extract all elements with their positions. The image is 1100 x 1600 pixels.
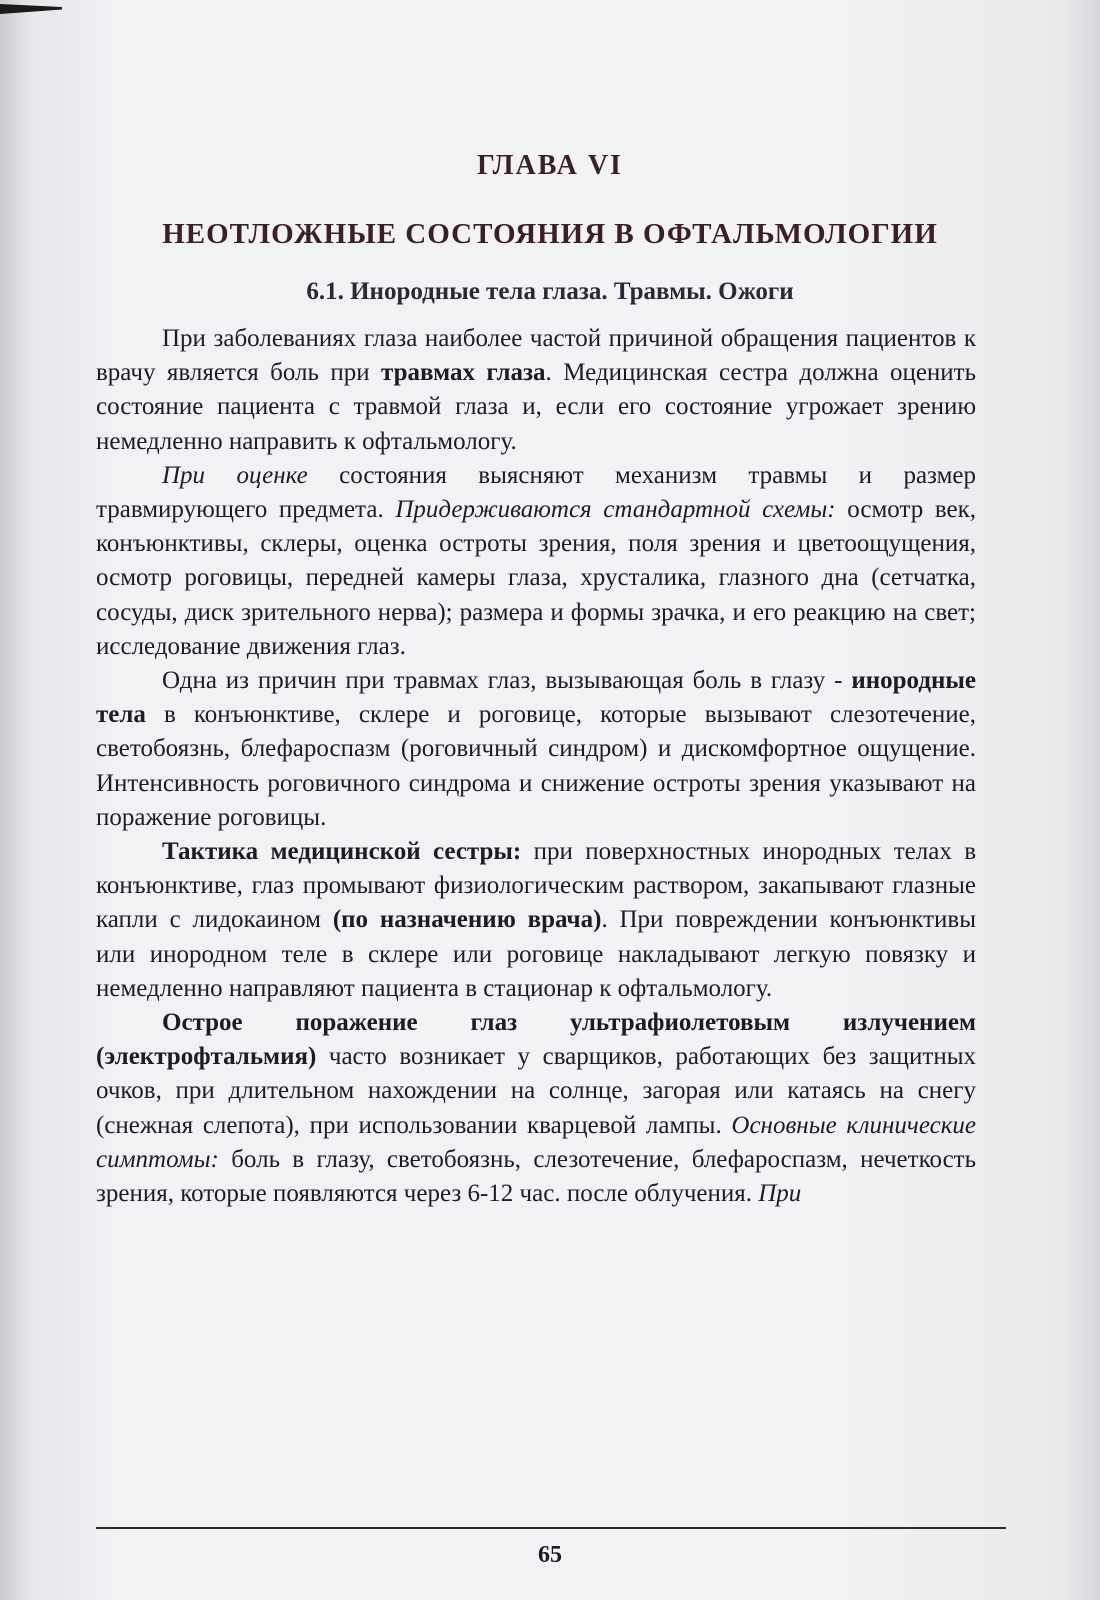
paragraph-1: [96, 322, 976, 459]
paragraph-5: [96, 1006, 976, 1211]
chapter-heading: ГЛАВА VI: [477, 150, 623, 181]
p5-italic-symptoms: Основные клинические симптомы:: [96, 1111, 976, 1173]
footer-rule: [96, 1527, 1006, 1529]
paragraph-4: [96, 835, 976, 1006]
p3-bold-term: инородные тела: [96, 667, 976, 729]
p2-text-b: состояния выясняют механизм травмы и размер травмирующего предмета.: [96, 461, 976, 524]
p4-bold-note: (по назначению врача): [332, 906, 602, 934]
p5-text-d: боль в глазу, светобоязнь, слезотечение, блефароспазм, нечеткость зрения, которые появляются через 6-12 час. после облучения.: [96, 1145, 976, 1208]
p2-italic-lead: При оценке: [162, 461, 308, 489]
p5-text-b: часто возникает у сварщиков, работающих без защитных очков, при длительном нахождении на солнце, загорая или катаясь на снегу (снежная слепота), при использовании кварцевой лампы.: [96, 1043, 976, 1139]
chapter-title: НЕОТЛОЖНЫЕ СОСТОЯНИЯ В ОФТАЛЬМОЛОГИИ: [162, 218, 938, 250]
scan-corner-mark: [0, 4, 62, 14]
paragraph-2: [96, 459, 976, 664]
paragraph-3: [96, 664, 976, 835]
p2-italic-scheme: Придерживаются стандартной схемы:: [395, 496, 836, 524]
p1-text-a: При заболеваниях глаза наиболее частой причиной обращения пациентов к врачу является боль при: [96, 325, 976, 387]
p4-bold-lead: Тактика медицинской сестры:: [162, 838, 522, 866]
p4-text-b: при поверхностных инородных телах в конъюнктиве, глаз промывают физиологическим раствором, закапывают глазные капли с лидокаином: [96, 838, 976, 934]
p5-italic-tail: При: [758, 1180, 802, 1208]
p2-text-d: осмотр век, конъюнктивы, склеры, оценка остроты зрения, поля зрения и цветоощущения, осмотр роговицы, передней камеры глаза, хрусталика, глазного дна (сетчатка, сосуды, диск зрительного нерва); размера и формы зрачка, и его реакцию на свет; исследование движения глаз.: [96, 496, 976, 660]
p1-bold-term: травмах глаза: [381, 359, 546, 387]
page-number: 65: [538, 1542, 562, 1568]
p4-text-d: . При повреждении конъюнктивы или инородном теле в склере или роговице накладывают легкую повязку и немедленно направляют пациента в стационар к офтальмологу.: [96, 906, 976, 1002]
p1-text-c: . Медицинская сестра должна оценить состояние пациента с травмой глаза и, если его состояние угрожает зрению немедленно направить к офтальмологу.: [96, 359, 977, 455]
section-heading: 6.1. Инородные тела глаза. Травмы. Ожоги: [306, 278, 794, 305]
body-text: [96, 322, 976, 1211]
p5-bold-lead: Острое поражение глаз ультрафиолетовым излучением (электрофтальмия): [96, 1009, 976, 1071]
p3-text-a: Одна из причин при травмах глаз, вызывающая боль в глазу -: [162, 667, 852, 695]
p3-text-c: в конъюнктиве, склере и роговице, которые вызывают слезотечение, светобоязнь, блефароспазм (роговичный синдром) и дискомфортное ощущение. Интенсивность роговичного синдрома и снижение остроты зрения указывают на поражение роговицы.: [96, 701, 976, 831]
